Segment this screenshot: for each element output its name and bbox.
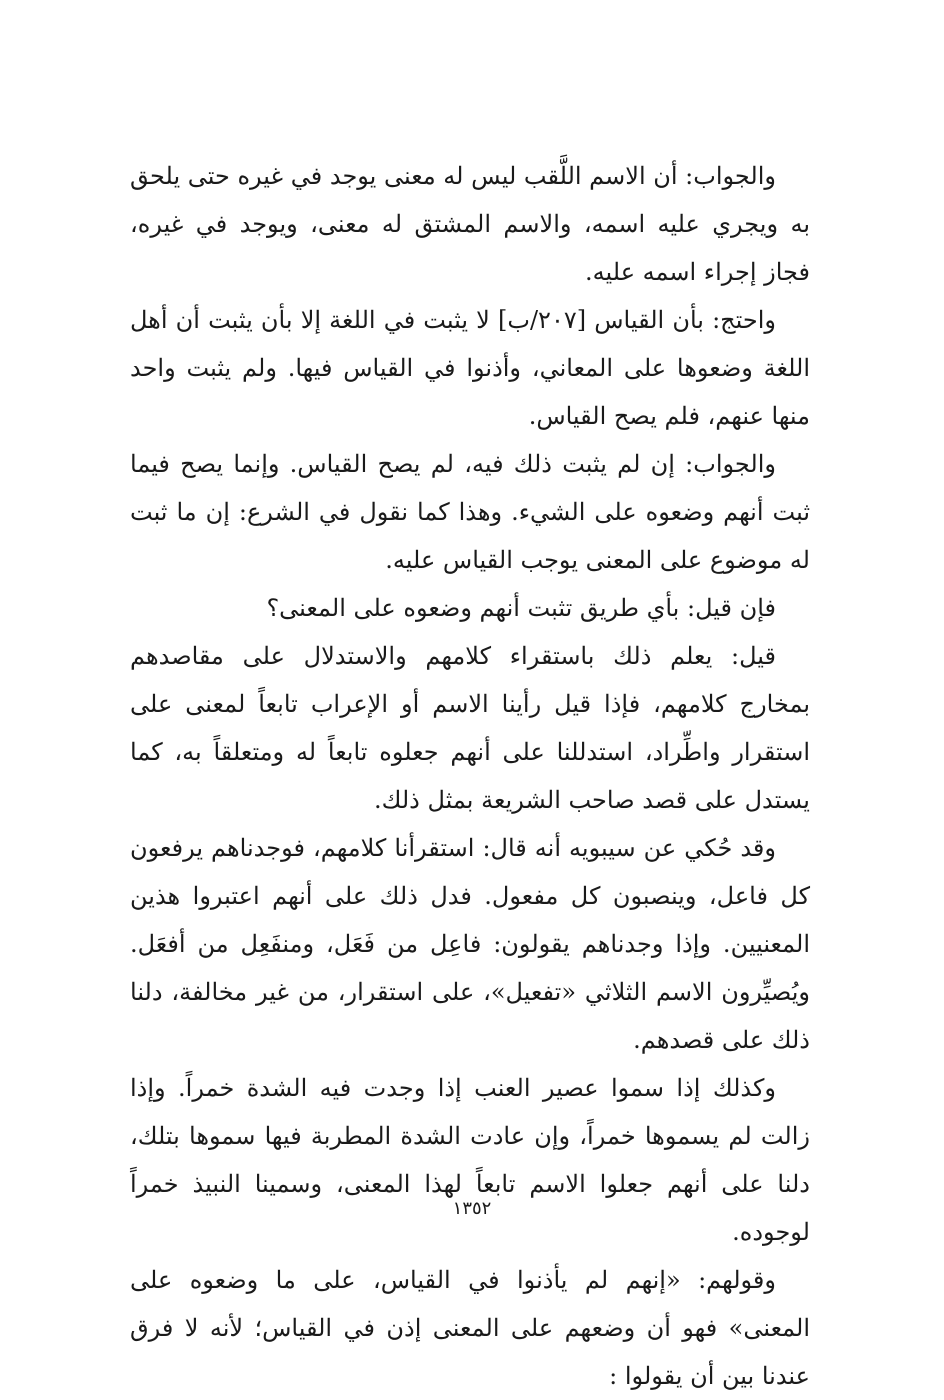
paragraph: وقولهم: «إنهم لم يأذنوا في القياس، على ما وضعوه على المعنى» فهو أن وضعهم على المعنى إذن في القياس؛ لأنه لا فرق عندنا بين أن يقولوا :	[130, 1266, 810, 1390]
paragraph: والجواب: إن لم يثبت ذلك فيه، لم يصح القياس. وإنما يصح فيما ثبت أنهم وضعوه على الشيء. وهذا كما نقول في الشرع: إن ما ثبت له موضوع على المعنى يوجب القياس عليه.	[130, 450, 810, 574]
paragraph: وكذلك إذا سموا عصير العنب إذا وجدت فيه الشدة خمراً. وإذا زالت لم يسموها خمراً، وإن عادت الشدة المطربة فيها سموها بتلك، دلنا على أنهم جعلوا الاسم تابعاً لهذا المعنى، وسمينا النبيذ خمراً لوجوده.	[130, 1074, 810, 1246]
paragraph: فإن قيل: بأي طريق تثبت أنهم وضعوه على المعنى؟	[266, 594, 776, 622]
paragraph: قيل: يعلم ذلك باستقراء كلامهم والاستدلال على مقاصدهم بمخارج كلامهم، فإذا قيل رأينا الاسم أو الإعراب تابعاً لمعنى على استقرار واطِّراد، استدللنا على أنهم جعلوه تابعاً له ومتعلقاً به، كما يستدل على قصد صاحب الشريعة بمثل ذلك.	[130, 642, 810, 814]
paragraph: والجواب: أن الاسم اللَّقب ليس له معنى يوجد في غيره حتى يلحق به ويجري عليه اسمه، والاسم المشتق له معنى، ويوجد في غيره، فجاز إجراء اسمه عليه.	[130, 162, 810, 286]
paragraph: واحتج: بأن القياس [٢٠٧/ب] لا يثبت في اللغة إلا بأن يثبت أن أهل اللغة وضعوها على المعاني، وأذنوا في القياس فيها. ولم يثبت واحد منها عنهم، فلم يصح القياس.	[130, 306, 810, 430]
paragraph: وقد حُكي عن سيبويه أنه قال: استقرأنا كلامهم، فوجدناهم يرفعون كل فاعل، وينصبون كل مفعول. فدل ذلك على أنهم اعتبروا هذين المعنيين. وإذا وجدناهم يقولون: فاعِل من فَعَل، ومنفَعِل من أفعَل. ويُصيِّرون الاسم الثلاثي «تفعيل»، على استقرار، من غير مخالفة، دلنا ذلك على قصدهم.	[130, 834, 810, 1054]
page-number: ١٣٥٢	[452, 1198, 492, 1219]
